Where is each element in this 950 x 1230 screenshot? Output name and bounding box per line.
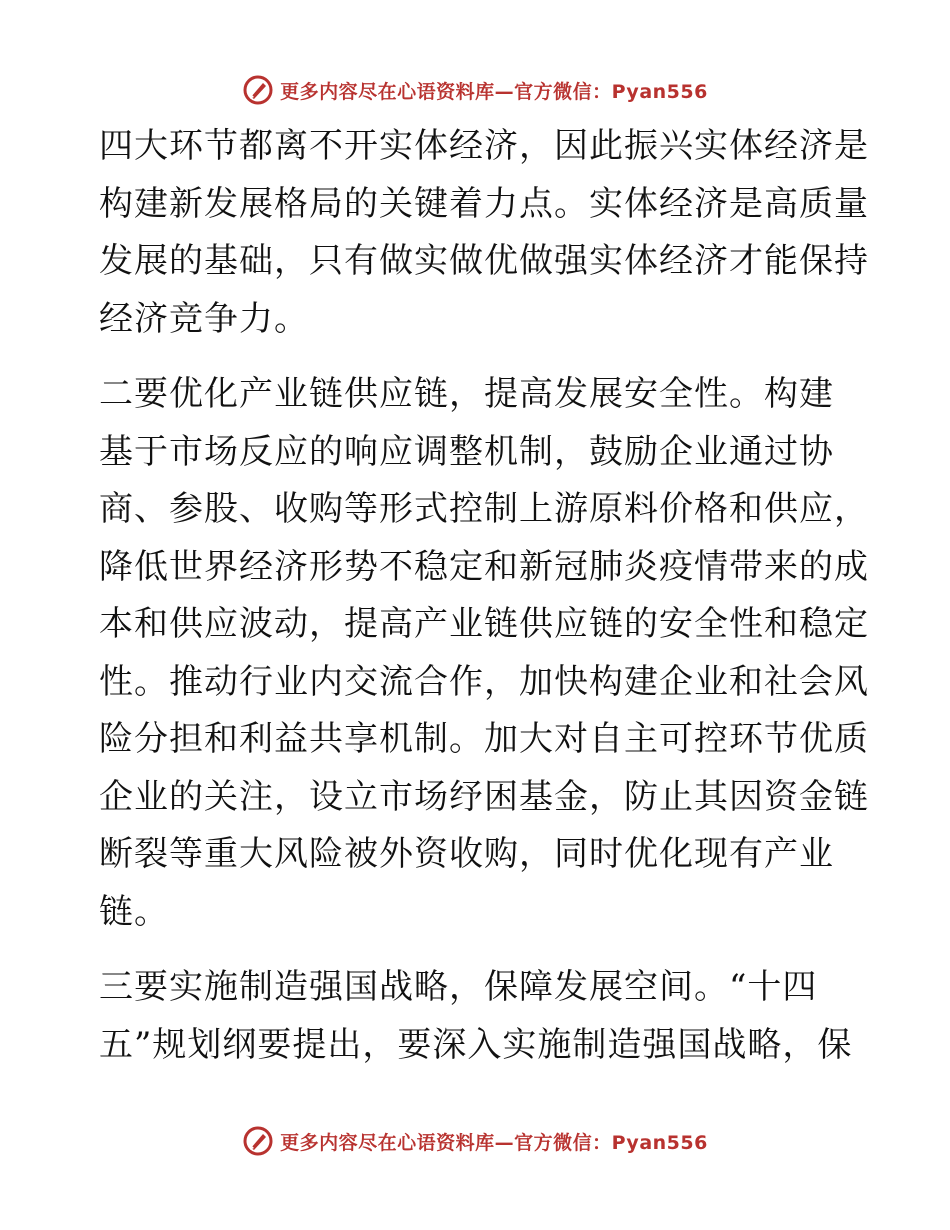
paragraph (99, 959, 859, 1074)
text-line: 商、参股、收购等形式控制上游原料价格和供应， (99, 489, 869, 529)
pen-seal-logo-icon (242, 1125, 274, 1157)
text-line: 基于市场反应的响应调整机制，鼓励企业通过协 (99, 431, 834, 472)
text-line: 经济竞争力。 (99, 298, 309, 339)
pen-seal-logo-icon (242, 74, 274, 106)
text-line: 二要优化产业链供应链，提高发展安全性。构建 (99, 374, 834, 414)
text-line: 五”规划纲要提出，要深入实施制造强国战略，保 (99, 1024, 853, 1065)
text-line: 链。 (99, 891, 169, 932)
text-line: 四大环节都离不开实体经济，因此振兴实体经济是 (99, 126, 869, 166)
text-line: 构建新发展格局的关键着力点。实体经济是高质量 (99, 183, 869, 224)
footer-watermark-text: 更多内容尽在心语资料库—官方微信：Pyan556 (280, 1131, 708, 1154)
text-line: 发展的基础，只有做实做优做强实体经济才能保持 (99, 241, 869, 281)
footer-watermark (0, 1121, 950, 1161)
text-line: 降低世界经济形势不稳定和新冠肺炎疫情带来的成 (99, 546, 869, 587)
text-line: 性。推动行业内交流合作，加快构建企业和社会风 (99, 661, 869, 702)
text-line: 企业的关注，设立市场纾困基金，防止其因资金链 (99, 776, 869, 817)
text-line: 险分担和利益共享机制。加大对自主可控环节优质 (99, 719, 869, 759)
header-watermark-text: 更多内容尽在心语资料库—官方微信：Pyan556 (280, 80, 708, 103)
paragraph (99, 118, 869, 348)
text-line: 本和供应波动，提高产业链供应链的安全性和稳定 (99, 604, 869, 644)
paragraph (99, 366, 869, 941)
document-body (99, 118, 869, 1074)
header-watermark (0, 70, 950, 110)
text-line: 断裂等重大风险被外资收购，同时优化现有产业 (99, 834, 834, 874)
text-line: 三要实施制造强国战略，保障发展空间。“十四 (99, 967, 818, 1007)
